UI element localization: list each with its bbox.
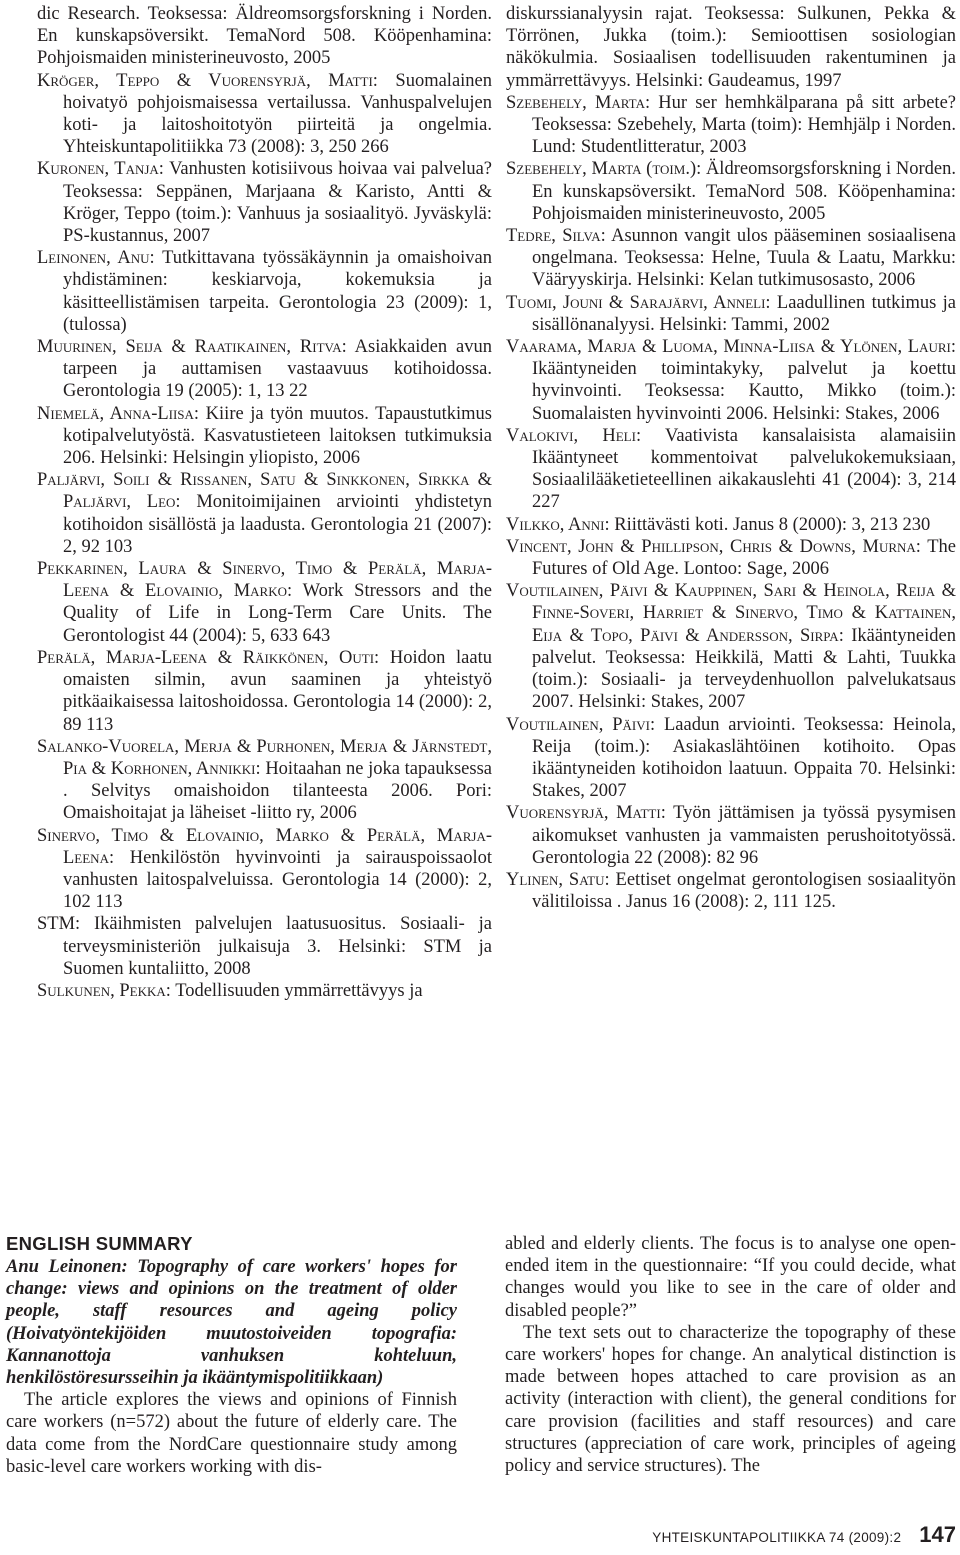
reference-author: Niemelä, Anna-Liisa:	[37, 403, 200, 424]
reference-text: Tutkittavana työssäkäynnin ja omaishoivan yhdistäminen: keskiarvoja, kokemuksia ja käsitteellistämisen tarpeita. Gerontologia 23 (2009): 1, (tulossa)	[63, 248, 492, 335]
reference-author: Voutilainen, Päivi:	[506, 714, 656, 735]
reference-text: Riittävästi koti. Janus 8 (2000): 3, 213 230	[609, 514, 931, 535]
reference-entry	[506, 158, 956, 225]
reference-text: STM: Ikäihmisten palvelujen laatusuositus. Sosiaali- ja terveysministeriön julkaisuja 3. Helsinki: STM ja Suomen kuntaliitto, 2008	[37, 914, 492, 979]
english-summary-right	[505, 1233, 956, 1477]
reference-author: Pekkarinen, Laura & Sinervo, Timo & Perälä, Marja-Leena & Elovainio, Marko:	[37, 559, 492, 602]
reference-text: dic Research. Teoksessa: Äldreomsorgsforskning i Norden. En kunskapsöversikt. TemaNord 508. Kööpenhamina: Pohjoismaiden ministerineuvosto, 2005	[37, 4, 492, 69]
reference-entry	[37, 913, 492, 980]
summary-paragraph: The article explores the views and opinions of Finnish care workers (n=572) about the future of elderly care. The data come from the NordCare questionnaire study among basic-level care workers working with dis-	[6, 1390, 457, 1477]
reference-entry	[37, 336, 492, 403]
reference-author: Szebehely, Marta:	[506, 92, 651, 113]
reference-text: Monitoimijainen arviointi yhdistetyn kotihoidon sisällöstä ja laadusta. Gerontologia 21 (2007): 2, 92 103	[63, 492, 492, 557]
reference-entry	[37, 558, 492, 647]
reference-author: Leinonen, Anu:	[37, 248, 155, 269]
references-left-column	[37, 3, 492, 1002]
reference-entry	[506, 580, 956, 713]
reference-text: Eettiset ongelmat gerontologisen sosiaalityön välitiloissa . Janus 16 (2008): 2, 111 125.	[532, 869, 956, 913]
reference-text: Kiire ja työn muutos. Tapaustutkimus kotipalvelutyöstä. Kasvatustieteen laitoksen tutkimuksia 206. Helsinki: Helsingin yliopisto, 2006	[63, 403, 492, 469]
reference-author: Kröger, Teppo & Vuorensyrjä, Matti:	[37, 70, 378, 91]
reference-text: Hoidon laatu omaisten silmin, avun saaminen ja yhteistyö pitkäaikaisessa laitoshoidossa. Gerontologia 14 (2000): 2, 89 113	[63, 647, 492, 735]
reference-entry	[37, 980, 492, 1002]
references-right-column	[506, 3, 956, 913]
reference-text: Laadun arviointi. Teoksessa: Heinola, Reija (toim.): Asiakaslähtöinen kotihoito. Opas ikääntyneiden kotihoidon laatuun. Oppaita 70. Helsinki: Stakes, 2007	[532, 714, 957, 802]
reference-entry	[506, 425, 956, 514]
reference-entry	[506, 869, 956, 913]
reference-text: Laadullinen tutkimus ja sisällönanalyysi. Helsinki: Tammi, 2002	[532, 292, 956, 335]
reference-text: Todellisuuden ymmärrettävyys ja	[170, 980, 423, 1001]
reference-entry	[37, 469, 492, 558]
reference-text: Work Stressors and the Quality of Life in Long-Term Care Units. The Gerontologist 44 (2004): 5, 633 643	[63, 581, 492, 646]
reference-author: Muurinen, Seija & Raatikainen, Ritva:	[37, 337, 347, 358]
footer-journal-name: YHTEISKUNTAPOLITIIKKA 74 (2009):2	[652, 1530, 902, 1545]
reference-author: Tedre, Silva:	[506, 226, 606, 247]
reference-text: Äldreomsorgsforskning i Norden. En kunskapsöversikt. TemaNord 508. Kööpenhamina: Pohjoismaiden ministerineuvosto, 2005	[532, 159, 956, 224]
summary-paragraph-2: The text sets out to characterize the topography of these care workers' hopes for change. An analytical distinction is made between hopes attached to care provision as an activity (interaction with client), the general conditions for care provision (facilities and staff resources) and care structures (appreciation of care work, principles of ageing policy and service structures). The	[505, 1322, 956, 1477]
reference-text: Suomalainen hoivatyö pohjoismaisessa vertailussa. Vanhuspalvelujen koti- ja laitoshoitotyön piirteitä ja ongelmia. Yhteiskuntapolitiikka 73 (2008): 3, 250 266	[63, 70, 493, 158]
english-summary-left	[6, 1233, 457, 1478]
page-number: 147	[919, 1522, 956, 1547]
reference-author: Perälä, Marja-Leena & Räikkönen, Outi:	[37, 647, 380, 668]
reference-author: Voutilainen, Päivi & Kauppinen, Sari & Heinola, Reija & Finne-Soveri, Harriet & Sinervo, Timo & Kattainen, Eija & Topo, Päivi & Andersson, Sirpa:	[506, 581, 956, 646]
reference-entry	[506, 536, 956, 580]
reference-author: Vuorensyrjä, Matti:	[506, 803, 666, 824]
reference-entry	[37, 825, 492, 914]
reference-text: diskurssianalyysin rajat. Teoksessa: Sulkunen, Pekka & Törrönen, Jukka (toim.): Semioottisen sosiologian näkökulmia. Sosiaalisen todellisuuden rakentuminen ja ymmärrettävyys. Helsinki: Gaudeamus, 1997	[506, 4, 956, 91]
summary-heading: ENGLISH SUMMARY	[6, 1233, 193, 1254]
reference-entry	[37, 403, 492, 470]
reference-entry	[37, 247, 492, 336]
reference-text: Asunnon vangit ulos pääseminen sosiaalisena ongelmana. Teoksessa: Helne, Tuula & Laatu, Markku: Vääryyskirja. Helsinki: Kelan tutkimusosasto, 2006	[532, 226, 956, 291]
reference-entry	[37, 158, 492, 247]
page-footer	[652, 1522, 956, 1548]
summary-paragraph-continued: abled and elderly clients. The focus is to analyse one open-ended item in the questionnaire: “If you could decide, what changes would you like to see in the care of older and disabled people?”	[505, 1234, 956, 1321]
reference-entry	[506, 3, 956, 92]
reference-author: Vilkko, Anni:	[506, 514, 610, 535]
reference-author: Ylinen, Satu:	[506, 869, 610, 890]
reference-text: Henkilöstön hyvinvointi ja sairauspoissaolot vanhusten laitospalveluissa. Gerontologia 14 (2000): 2, 102 113	[63, 847, 492, 913]
reference-text: Hoitaahan ne joka tapauksessa . Selvitys omaishoidon tilanteesta 2006. Pori: Omaishoitajat ja läheiset -liitto ry, 2006	[63, 758, 492, 824]
reference-entry	[37, 3, 492, 70]
reference-entry	[506, 336, 956, 425]
reference-text: Vanhusten kotisiivous hoivaa vai palvelua? Teoksessa: Seppänen, Marjaana & Karisto, Antti & Kröger, Teppo (toim.): Vanhuus ja sosiaalityö. Jyväskylä: PS-kustannus, 2007	[63, 159, 493, 247]
summary-subtitle: Anu Leinonen: Topography of care workers' hopes for change: views and opinions on the treatment of older people, staff resources and ageing policy (Hoivatyöntekijöiden muutostoiveiden topografia: Kannanottoja vanhuksen kohteluun, henkilöstöresursseihin ja ikääntymispolitiikkaan)	[6, 1257, 457, 1389]
reference-entry	[506, 514, 956, 536]
reference-text: Asiakkaiden avun tarpeen ja auttamisen vastaavuus kotihoidossa. Gerontologia 19 (2005): 1, 13 22	[63, 337, 492, 402]
reference-text: Vaativista kansalaisista alamaisiin Ikääntyneet kommentoivat palvelukokemuksiaan, Sosiaalilääketieteellinen aikakauslehti 41 (2004): 3, 214 227	[532, 425, 957, 513]
reference-entry	[506, 225, 956, 292]
reference-entry	[37, 736, 492, 825]
reference-author: Tuomi, Jouni & Sarajärvi, Anneli:	[506, 292, 771, 313]
reference-entry	[37, 647, 492, 736]
reference-author: Vaarama, Marja & Luoma, Minna-Liisa & Ylönen, Lauri:	[506, 337, 956, 358]
reference-author: Sinervo, Timo & Elovainio, Marko & Perälä, Marja-Leena:	[37, 825, 492, 868]
reference-author: Sulkunen, Pekka:	[37, 980, 171, 1001]
reference-author: Salanko-Vuorela, Merja & Purhonen, Merja & Järnstedt, Pia & Korhonen, Annikki:	[37, 736, 492, 779]
reference-author: Szebehely, Marta (toim.):	[506, 159, 702, 180]
reference-entry	[37, 70, 492, 159]
reference-author: Valokivi, Heli:	[506, 425, 642, 446]
reference-entry	[506, 714, 956, 803]
reference-entry	[506, 92, 956, 159]
reference-text: The Futures of Old Age. Lontoo: Sage, 2006	[532, 536, 956, 580]
reference-entry	[506, 292, 956, 336]
reference-text: Ikääntyneiden toimintakyky, palvelut ja koettu hyvinvointi. Teoksessa: Kautto, Mikko (toim.): Suomalaisten hyvinvointi 2006. Helsinki: Stakes, 2006	[532, 359, 956, 424]
reference-author: Kuronen, Tanja:	[37, 159, 164, 180]
reference-author: Vincent, John & Phillipson, Chris & Downs, Murna:	[506, 536, 921, 557]
reference-entry	[506, 802, 956, 869]
reference-text: Hur ser hemhkälparana på sitt arbete? Teoksessa: Szebehely, Marta (toim): Hemhjälp i Norden. Lund: Studentlitteratur, 2003	[532, 92, 956, 158]
reference-text: Työn jättämisen ja työssä pysymisen aikomukset vanhusten ja vammaisten perushoitotyössä. Gerontologia 22 (2008): 82 96	[532, 803, 956, 868]
reference-text: Ikääntyneiden palvelut. Teoksessa: Heikkilä, Matti & Lahti, Tuukka (toim.): Sosiaali- ja terveydenhuollon palvelukatsaus 2007. Helsinki: Stakes, 2007	[532, 625, 956, 713]
reference-author: Paljärvi, Soili & Rissanen, Satu & Sinkkonen, Sirkka & Paljärvi, Leo:	[37, 470, 492, 513]
